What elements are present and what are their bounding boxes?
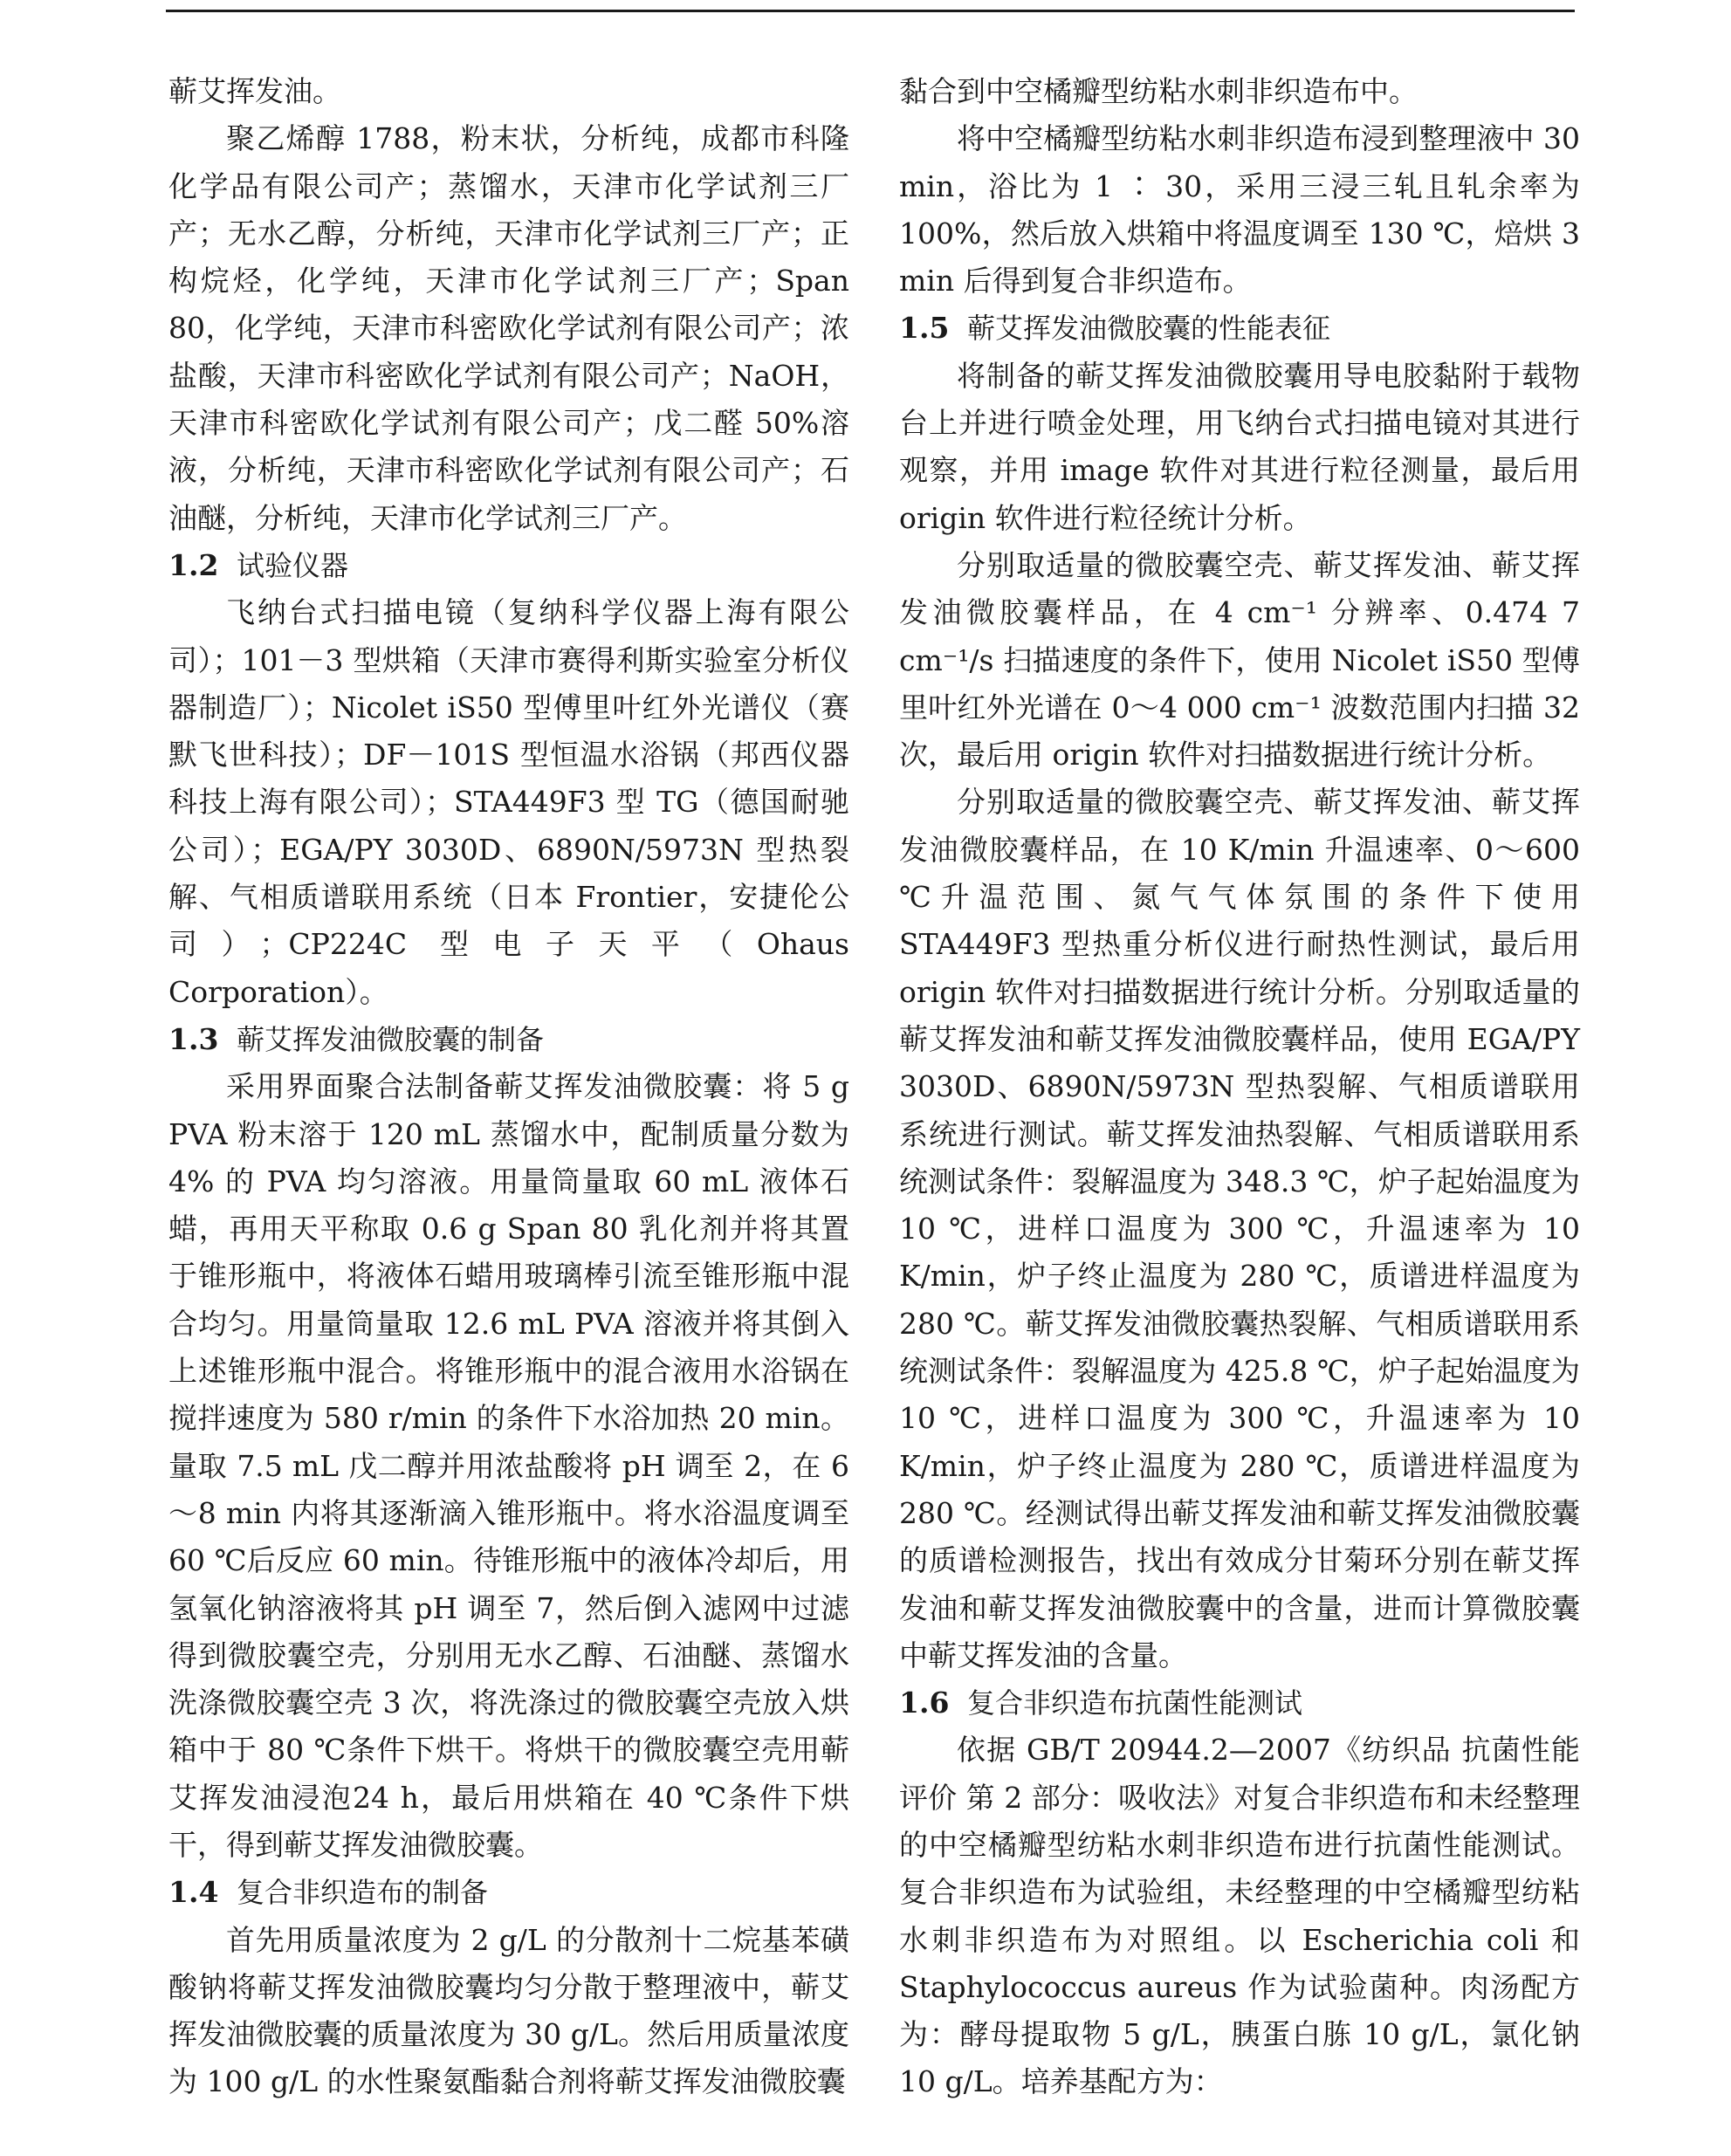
paragraph-finishing: 将中空橘瓣型纺粘水刺非织造布浸到整理液中 30 min，浴比为 1 ∶ 30，采用三浸三轧且轧余率为 100%，然后放入烘箱中将温度调至 130 ℃，焙烘 3 min 后得到复合非织造布。 — [899, 121, 1580, 299]
section-heading-1-4 — [168, 1869, 849, 1916]
paragraph-antibacterial: 依据 GB/T 20944.2—2007《纺织品 抗菌性能评价 第 2 部分：吸收法》对复合非织造布和未经整理的中空橘瓣型纺粘水刺非织造布进行抗菌性能测试。复合非织造布为试验组，未经整理的中空橘瓣型纺粘水刺非织造布为对照组。以 Escherichia coli 和 Staphylococcus aureus 作为试验菌种。肉汤配方为：酵母提取物 5 g/L，胰蛋白胨 10 g/L，氯化钠10 g/L。培养基配方为： — [899, 1733, 1580, 2099]
section-number: 1.2 — [168, 547, 219, 582]
paragraph-ftir: 分别取适量的微胶囊空壳、蕲艾挥发油、蕲艾挥发油微胶囊样品，在 4 cm⁻¹ 分辨率、0.474 7 cm⁻¹/s 扫描速度的条件下，使用 Nicolet iS50 型傅里叶红外光谱在 0～4 000 cm⁻¹ 波数范围内扫描 32 次，最后用 origin 软件对扫描数据进行统计分析。 — [899, 547, 1580, 772]
header-rule — [166, 10, 1575, 12]
section-number: 1.3 — [168, 1021, 219, 1056]
section-number: 1.6 — [899, 1686, 950, 1720]
right-column — [899, 68, 1580, 2106]
section-heading-1-3 — [168, 1016, 849, 1063]
section-title: 试验仪器 — [237, 548, 349, 582]
section-title: 蕲艾挥发油微胶囊的性能表征 — [967, 312, 1331, 346]
section-number: 1.5 — [899, 311, 950, 346]
paragraph-sem: 将制备的蕲艾挥发油微胶囊用导电胶黏附于载物台上并进行喷金处理，用飞纳台式扫描电镜对其进行观察，并用 image 软件对其进行粒径测量，最后用 origin 软件进行粒径统计分析。 — [899, 358, 1580, 535]
left-column — [168, 68, 849, 2106]
section-title: 复合非织造布的制备 — [237, 1876, 489, 1910]
section-title: 蕲艾挥发油微胶囊的制备 — [237, 1022, 545, 1056]
paragraph-materials: 聚乙烯醇 1788，粉末状，分析纯，成都市科隆化学品有限公司产；蒸馏水，天津市化学试剂三厂产；无水乙醇，分析纯，天津市化学试剂三厂产；正构烷烃，化学纯，天津市化学试剂三厂产；Span 80，化学纯，天津市科密欧化学试剂有限公司产；浓盐酸，天津市科密欧化学试剂有限公司产；NaOH，天津市科密欧化学试剂有限公司产；戊二醛 50%溶液，分析纯，天津市科密欧化学试剂有限公司产；石油醚，分析纯，天津市化学试剂三厂产。 — [168, 121, 849, 535]
section-number: 1.4 — [168, 1875, 219, 1910]
section-heading-1-6 — [899, 1679, 1580, 1727]
section-heading-1-5 — [899, 305, 1580, 352]
paragraph-preparation: 采用界面聚合法制备蕲艾挥发油微胶囊：将 5 g PVA 粉末溶于 120 mL 蒸馏水中，配制质量分数为 4% 的 PVA 均匀溶液。用量筒量取 60 mL 液体石蜡，再用天平称取 0.6 g Span 80 乳化剂并将其置于锥形瓶中，将液体石蜡用玻璃棒引流至锥形瓶中混合均匀。用量筒量取 12.6 mL PVA 溶液并将其倒入上述锥形瓶中混合。将锥形瓶中的混合液用水浴锅在搅拌速度为 580 r/min 的条件下水浴加热 20 min。量取 7.5 mL 戊二醇并用浓盐酸将 pH 调至 2，在 6～8 min 内将其逐渐滴入锥形瓶中。将水浴温度调至 60 ℃后反应 60 min。待锥形瓶中的液体冷却后，用氢氧化钠溶液将其 pH 调至 7，然后倒入滤网中过滤得到微胶囊空壳，分别用无水乙醇、石油醚、蒸馏水洗涤微胶囊空壳 3 次，将洗涤过的微胶囊空壳放入烘箱中于 80 ℃条件下烘干。将烘干的微胶囊空壳用蕲艾挥发油浸泡24 h，最后用烘箱在 40 ℃条件下烘干，得到蕲艾挥发油微胶囊。 — [168, 1069, 849, 1862]
paragraph: 黏合到中空橘瓣型纺粘水刺非织造布中。 — [899, 74, 1418, 108]
paragraph: 蕲艾挥发油。 — [168, 74, 341, 108]
section-title: 复合非织造布抗菌性能测试 — [967, 1686, 1303, 1720]
paragraph-instruments: 飞纳台式扫描电镜（复纳科学仪器上海有限公司）；101－3 型烘箱（天津市赛得利斯实验室分析仪器制造厂）；Nicolet iS50 型傅里叶红外光谱仪（赛默飞世科技）；DF－101S 型恒温水浴锅（邦西仪器科技上海有限公司）；STA449F3 型 TG（德国耐驰公司）；EGA/PY 3030D、6890N/5973N 型热裂解、气相质谱联用系统（日本 Frontier，安捷伦公司）；CP224C 型电子天平（Ohaus Corporation）。 — [168, 595, 849, 1009]
section-heading-1-2 — [168, 542, 849, 589]
paragraph-composite: 首先用质量浓度为 2 g/L 的分散剂十二烷基苯磺酸钠将蕲艾挥发油微胶囊均匀分散于整理液中，蕲艾挥发油微胶囊的质量浓度为 30 g/L。然后用质量浓度为 100 g/L 的水性聚氨酯黏合剂将蕲艾挥发油微胶囊 — [168, 1922, 849, 2099]
paragraph-tg: 分别取适量的微胶囊空壳、蕲艾挥发油、蕲艾挥发油微胶囊样品，在 10 K/min 升温速率、0～600 ℃升温范围、氮气气体氛围的条件下使用 STA449F3 型热重分析仪进行耐热性测试，最后用 origin 软件对扫描数据进行统计分析。分别取适量的蕲艾挥发油和蕲艾挥发油微胶囊样品，使用 EGA/PY 3030D、6890N/5973N 型热裂解、气相质谱联用系统进行测试。蕲艾挥发油热裂解、气相质谱联用系统测试条件：裂解温度为 348.3 ℃，炉子起始温度为 10 ℃，进样口温度为 300 ℃，升温速率为 10 K/min，炉子终止温度为 280 ℃，质谱进样温度为 280 ℃。蕲艾挥发油微胶囊热裂解、气相质谱联用系统测试条件：裂解温度为 425.8 ℃，炉子起始温度为 10 ℃，进样口温度为 300 ℃，升温速率为 10 K/min，炉子终止温度为 280 ℃，质谱进样温度为 280 ℃。经测试得出蕲艾挥发油和蕲艾挥发油微胶囊的质谱检测报告，找出有效成分甘菊环分别在蕲艾挥发油和蕲艾挥发油微胶囊中的含量，进而计算微胶囊中蕲艾挥发油的含量。 — [899, 785, 1580, 1672]
